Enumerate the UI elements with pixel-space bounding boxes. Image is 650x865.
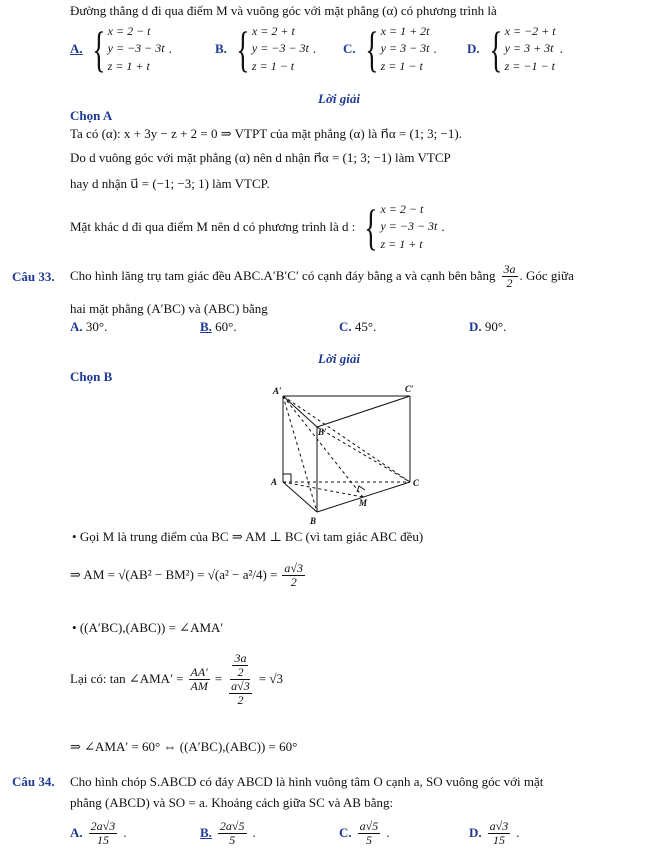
solution-line: Do d vuông góc với mặt phẳng (α) nên d nhận n⃗α = (1; 3; −1) làm VTCP bbox=[70, 150, 451, 165]
question-label: Câu 33. bbox=[12, 269, 55, 284]
option-letter: B. bbox=[215, 40, 227, 56]
fraction: $\frac{a√5}{5}$ bbox=[359, 819, 379, 847]
solution-step: ⇒ ∠AMA′ = 60° ⇔ ((A′BC),(ABC)) = 60° bbox=[70, 739, 298, 754]
q34-option-b[interactable]: B. $\frac{2a√5}{5}$ . bbox=[200, 819, 256, 847]
solution-step: • ((A′BC),(ABC)) = ∠AMA′ bbox=[72, 620, 224, 635]
fraction: $\frac{a√3}{2}$ bbox=[284, 561, 303, 589]
fraction: $\frac{a√3}{15}$ bbox=[489, 819, 509, 847]
compound-fraction: 3a 2 a√3 2 bbox=[231, 651, 250, 707]
question-text: phẳng (ABCD) và SO = a. Khoảng cách giữa SC và AB bằng: bbox=[70, 795, 394, 810]
solution-step: Lại có: tan ∠AMA′ = $\frac{AA'}{AM}$ = 3a 2 a√3 2 = √3 bbox=[70, 651, 283, 707]
equation-system: { x = 1 + 2t y = 3 − 3t z = 1 − t bbox=[365, 21, 430, 77]
fraction: $\frac{3a}{2}$ bbox=[503, 262, 516, 290]
solution-line: Ta có (α): x + 3y − z + 2 = 0 ⇒ VTPT của mặt phẳng (α) là n⃗α = (1; 3; −1). bbox=[70, 126, 462, 141]
q32-option-a[interactable]: A. { x = 2 − t y = −3 − 3t z = 1 + t . bbox=[70, 21, 172, 77]
vertex-label: A′ bbox=[273, 386, 282, 396]
q34-option-c[interactable]: C. $\frac{a√5}{5}$ . bbox=[339, 819, 390, 847]
solution-line: hay d nhận u⃗ = (−1; −3; 1) làm VTCP. bbox=[70, 176, 270, 191]
vertex-label: M bbox=[359, 498, 368, 508]
q34-option-a[interactable]: A. $\frac{2a√3}{15}$ . bbox=[70, 819, 127, 847]
equation-system: { x = 2 − t y = −3 − 3t z = 1 + t bbox=[92, 21, 165, 77]
option-letter: C. bbox=[343, 40, 356, 56]
q32-option-c[interactable]: C. { x = 1 + 2t y = 3 − 3t z = 1 − t . bbox=[343, 21, 437, 77]
equation-system: { x = 2 + t y = −3 − 3t z = 1 − t bbox=[236, 21, 309, 77]
equation-system: { x = −2 + t y = 3 + 3t z = −1 − t bbox=[489, 21, 556, 77]
q32-option-b[interactable]: B. { x = 2 + t y = −3 − 3t z = 1 − t . bbox=[215, 21, 317, 77]
q33-option-d[interactable]: D. 90°. bbox=[469, 319, 507, 334]
vertex-label: B′ bbox=[318, 427, 327, 437]
solution-step: ⇒ AM = √(AB² − BM²) = √(a² − a²/4) = $\frac{a√3}{2}$ bbox=[70, 561, 303, 589]
question-text: Cho hình chóp S.ABCD có đáy ABCD là hình vuông tâm O cạnh a, SO vuông góc với mặt bbox=[70, 774, 544, 789]
prism-figure bbox=[255, 382, 435, 527]
q32-option-d[interactable]: D. { x = −2 + t y = 3 + 3t z = −1 − t . bbox=[467, 21, 563, 77]
option-letter: A. bbox=[70, 40, 83, 56]
q33-option-a[interactable]: A. 30°. bbox=[70, 319, 108, 334]
solution-heading: Lời giải bbox=[318, 91, 361, 106]
solution-heading: Lời giải bbox=[318, 351, 361, 366]
q33-option-b[interactable]: B. 60°. bbox=[200, 319, 237, 334]
answer-choice: Chọn B bbox=[70, 369, 113, 384]
vertex-label: B bbox=[310, 516, 317, 526]
fraction: $\frac{2a√5}{5}$ bbox=[219, 819, 245, 847]
equation-system: { x = 2 − t y = −3 − 3t z = 1 + t bbox=[364, 199, 438, 255]
fraction: $\frac{AA'}{AM}$ bbox=[190, 665, 208, 693]
question-text: Cho hình lăng trụ tam giác đều ABC.A′B′C′ có cạnh đáy bằng a và cạnh bên bằng $\frac{3a}{2}$ . Góc giữa bbox=[70, 262, 574, 290]
q34-option-d[interactable]: D. $\frac{a√3}{15}$ . bbox=[469, 819, 520, 847]
option-letter: D. bbox=[467, 40, 480, 56]
intro-line: Đường thẳng d đi qua điểm M và vuông góc với mặt phẳng (α) có phương trình là bbox=[70, 3, 497, 18]
question-label: Câu 34. bbox=[12, 774, 55, 789]
solution-step: • Gọi M là trung điểm của BC ⇒ AM ⊥ BC (vì tam giác ABC đều) bbox=[72, 529, 424, 544]
vertex-label: C bbox=[413, 478, 420, 488]
q33-option-c[interactable]: C. 45°. bbox=[339, 319, 377, 334]
answer-choice: Chọn A bbox=[70, 108, 113, 123]
question-text: hai mặt phẳng (A′BC) và (ABC) bằng bbox=[70, 301, 268, 316]
fraction: $\frac{2a√3}{15}$ bbox=[90, 819, 116, 847]
solution-line: Mặt khác d đi qua điểm M nên d có phương trình là d : { x = 2 − t y = −3 − 3t z = 1 + t . bbox=[70, 199, 445, 255]
vertex-label: A bbox=[271, 477, 278, 487]
vertex-label: C′ bbox=[405, 384, 414, 394]
